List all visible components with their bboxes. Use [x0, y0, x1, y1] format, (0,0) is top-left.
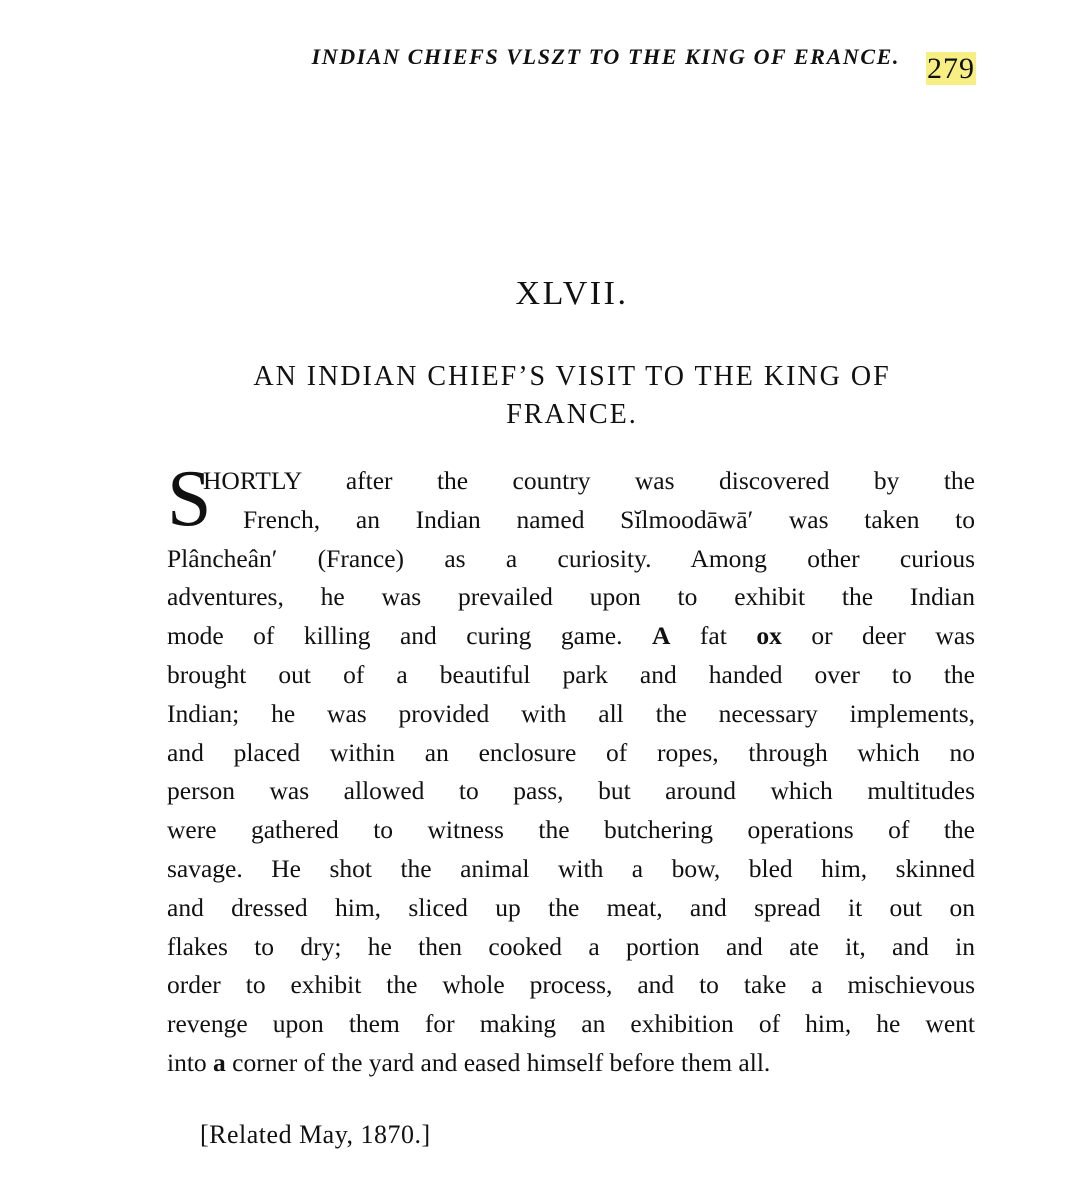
text-line: and dressed him, sliced up the meat, and spread it out on: [167, 892, 975, 922]
text-line: and placed within an enclosure of ropes, through which no: [167, 737, 975, 767]
page-number: [926, 52, 976, 86]
text-line: [167, 1044, 975, 1083]
text-segment: corner of the yard and eased himself before them all.: [232, 1047, 771, 1077]
bold-segment: a: [213, 1047, 226, 1077]
text-line: were gathered to witness the butchering operations of the: [167, 815, 975, 845]
text-segment: or deer was: [811, 621, 976, 651]
text-segment: fat: [699, 621, 727, 651]
text-line: French, an Indian named Sĭlmoodāwā′ was taken to: [243, 504, 975, 534]
text-line: order to exhibit the whole process, and to take a mischievous: [167, 970, 975, 1000]
attribution: [Related May, 1870.]: [200, 1120, 431, 1149]
text-line: brought out of a beautiful park and handed over to the: [167, 659, 975, 689]
text-line: Indian; he was provided with all the necessary implements,: [167, 698, 975, 728]
chapter-title-line-2: FRANCE.: [506, 399, 638, 430]
running-head: INDIAN CHIEFS VLSZT TO THE KING OF ERANCE.: [311, 44, 900, 69]
text-line: adventures, he was prevailed upon to exhibit the Indian: [167, 582, 975, 612]
text-line: flakes to dry; he then cooked a portion and ate it, and in: [167, 931, 975, 961]
bold-segment: A: [651, 621, 671, 651]
text-line: [167, 617, 975, 656]
text-line: savage. He shot the animal with a bow, bled him, skinned: [167, 853, 975, 883]
text-segment: mode of killing and curing game.: [167, 621, 623, 651]
text-line: revenge upon them for making an exhibition of him, he went: [167, 1009, 975, 1039]
text-line: HORTLY after the country was discovered by the: [203, 466, 975, 495]
text-segment: into: [167, 1047, 207, 1077]
drop-cap: S: [167, 455, 212, 543]
page-number-text: 279: [927, 52, 975, 85]
bold-segment: ox: [756, 621, 782, 651]
chapter-title-line-1: AN INDIAN CHIEF’S VISIT TO THE KING OF: [253, 361, 891, 392]
text-line: Plâncheân′ (France) as a curiosity. Among other curious: [167, 543, 975, 573]
chapter-number: XLVII.: [515, 275, 629, 312]
chapter-title: [168, 358, 976, 434]
text-line: person was allowed to pass, but around which multitudes: [167, 776, 975, 806]
body-paragraph: [167, 455, 976, 1083]
